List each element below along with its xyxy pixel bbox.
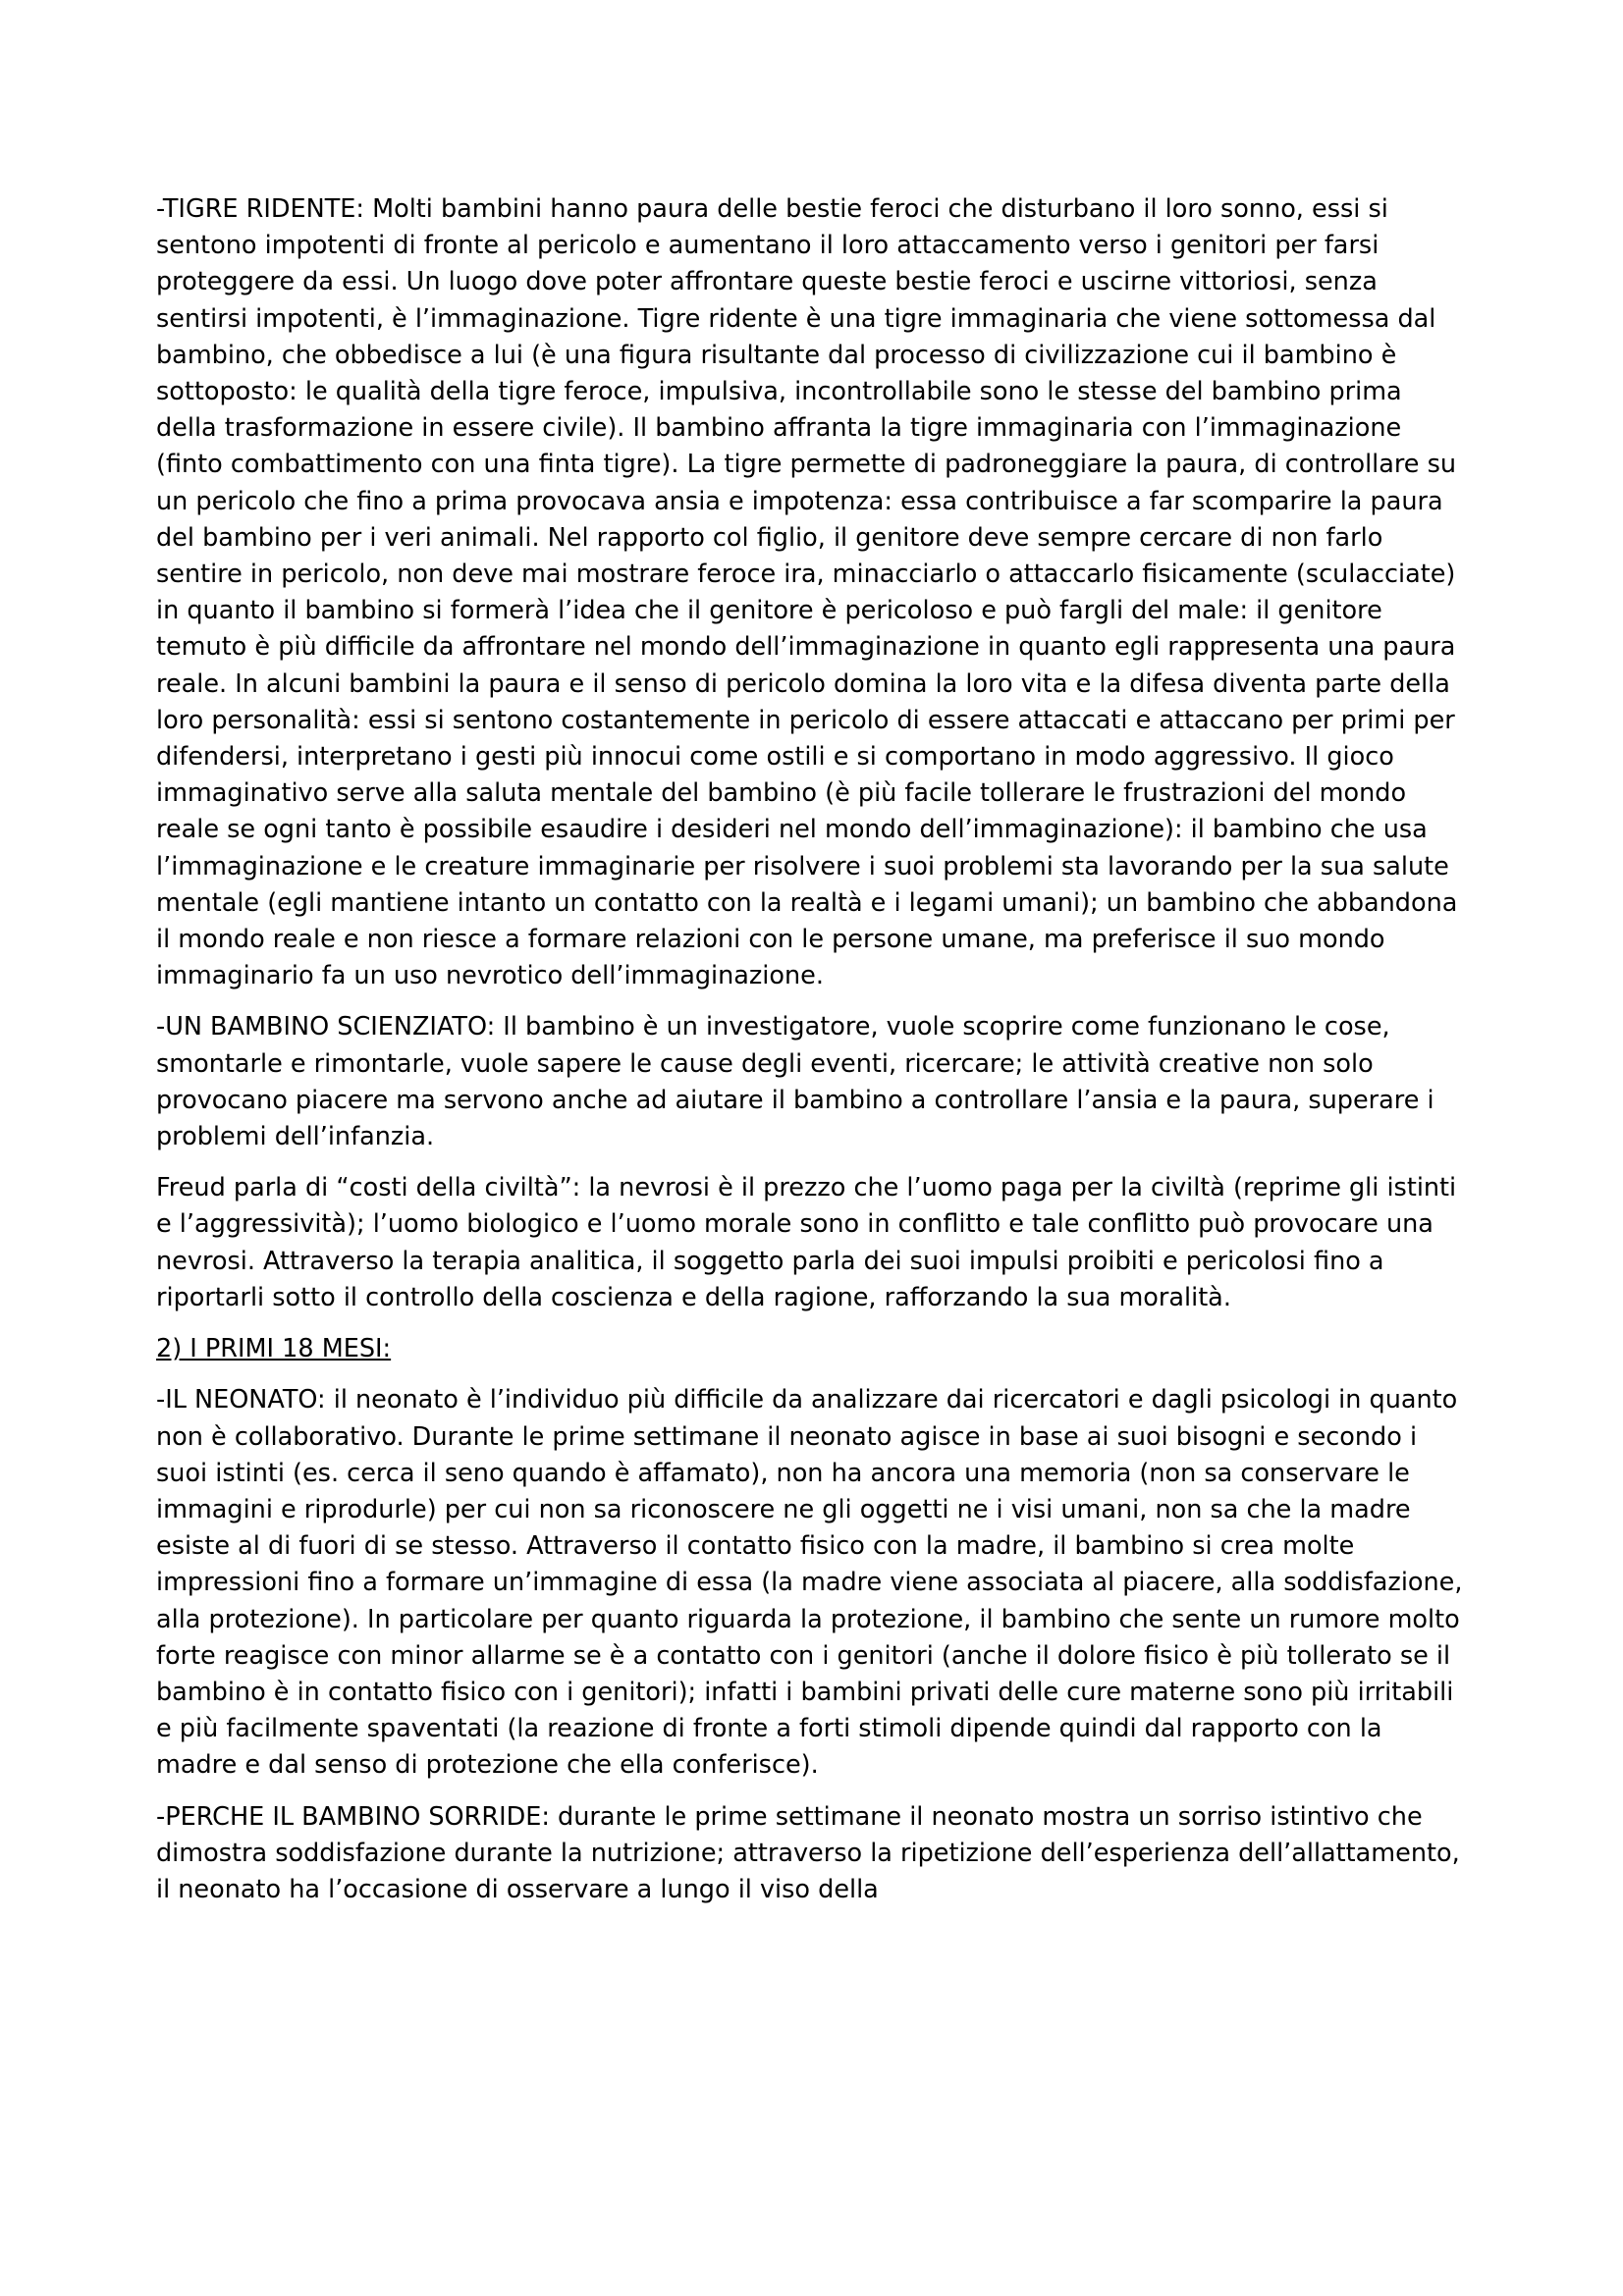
paragraph-neonato: -IL NEONATO: il neonato è l’individuo più difficile da analizzare dai ricercatori e dagli psicologi in quanto non è collaborativo. Durante le prime settimane il neonato agisce in base ai suoi bisogni e secondo i suoi istinti (es. cerca il seno quando è affamato), non ha ancora una memoria (non sa conservare le immagini e riprodurle) per cui non sa riconoscere ne gli oggetti ne i visi umani, non sa che la madre esiste al di fuori di se stesso. Attraverso il contatto fisico con la madre, il bambino si crea molte impressioni fino a formare un’immagine di essa (la madre viene associata al piacere, alla soddisfazione, alla protezione). In particolare per quanto riguarda la protezione, il bambino che sente un rumore molto forte reagisce con minor allarme se è a contatto con i genitori (anche il dolore fisico è più tollerato se il bambino è in contatto fisico con i genitori); infatti i bambini privati delle cure materne sono più irritabili e più facilmente spaventati (la reazione di fronte a forti stimoli dipende quindi dal rapporto con la madre e dal senso di protezione che ella conferisce). (156, 1385, 1463, 1781)
section-heading: 2) I PRIMI 18 MESI: (156, 1334, 392, 1364)
paragraph-bambino-sorride: -PERCHE IL BAMBINO SORRIDE: durante le prime settimane il neonato mostra un sorriso istintivo che dimostra soddisfazione durante la nutrizione; attraverso la ripetizione dell’esperienza dell’allattamento, il neonato ha l’occasione di osservare a lungo il viso della (156, 1801, 1460, 1904)
document-body (156, 191, 1468, 1923)
paragraph-tigre-ridente: -TIGRE RIDENTE: Molti bambini hanno paura delle bestie feroci che disturbano il loro sonno, essi si sentono impotenti di fronte al pericolo e aumentano il loro attaccamento verso i genitori per farsi proteggere da essi. Un luogo dove poter affrontare queste bestie feroci e uscirne vittoriosi, senza sentirsi impotenti, è l’immaginazione. Tigre ridente è una tigre immaginaria che viene sottomessa dal bambino, che obbedisce a lui (è una figura risultante dal processo di civilizzazione cui il bambino è sottoposto: le qualità della tigre feroce, impulsiva, incontrollabile sono le stesse del bambino prima della trasformazione in essere civile). Il bambino affranta la tigre immaginaria con l’immaginazione (finto combattimento con una finta tigre). La tigre permette di padroneggiare la paura, di controllare su un pericolo che fino a prima provocava ansia e impotenza: essa contribuisce a far scomparire la paura del bambino per i veri animali. Nel rapporto col figlio, il genitore deve sempre cercare di non farlo sentire in pericolo, non deve mai mostrare feroce ira, minacciarlo o attaccarlo fisicamente (sculacciate) in quanto il bambino si formerà l’idea che il genitore è pericoloso e può fargli del male: il genitore temuto è più difficile da affrontare nel mondo dell’immaginazione in quanto egli rappresenta una paura reale. In alcuni bambini la paura e il senso di pericolo domina la loro vita e la difesa diventa parte della loro personalità: essi si sentono costantemente in pericolo di essere attaccati e attaccano per primi per difendersi, interpretano i gesti più innocui come ostili e si comportano in modo aggressivo. Il gioco immaginativo serve alla saluta mentale del bambino (è più facile tollerare le frustrazioni del mondo reale se ogni tanto è possibile esaudire i desideri nel mondo dell’immaginazione): il bambino che usa l’immaginazione e le creature immaginarie per risolvere i suoi problemi sta lavorando per la sua salute mentale (egli mantiene intanto un contatto con la realtà e i legami umani); un bambino che abbandona il mondo reale e non riesce a formare relazioni con le persone umane, ma preferisce il suo mondo immaginario fa un uso nevrotico dell’immaginazione. (156, 194, 1458, 991)
paragraph-freud: Freud parla di “costi della civiltà”: la nevrosi è il prezzo che l’uomo paga per la civiltà (reprime gli istinti e l’aggressività); l’uomo biologico e l’uomo morale sono in conflitto e tale conflitto può provocare una nevrosi. Attraverso la terapia analitica, il soggetto parla dei suoi impulsi proibiti e pericolosi fino a riportarli sotto il controllo della coscienza e della ragione, rafforzando la sua moralità. (156, 1173, 1457, 1312)
paragraph-bambino-scienziato: -UN BAMBINO SCIENZIATO: Il bambino è un investigatore, vuole scoprire come funzionano le cose, smontarle e rimontarle, vuole sapere le cause degli eventi, ricercare; le attività creative non solo provocano piacere ma servono anche ad aiutare il bambino a controllare l’ansia e la paura, superare i problemi dell’infanzia. (156, 1012, 1434, 1152)
